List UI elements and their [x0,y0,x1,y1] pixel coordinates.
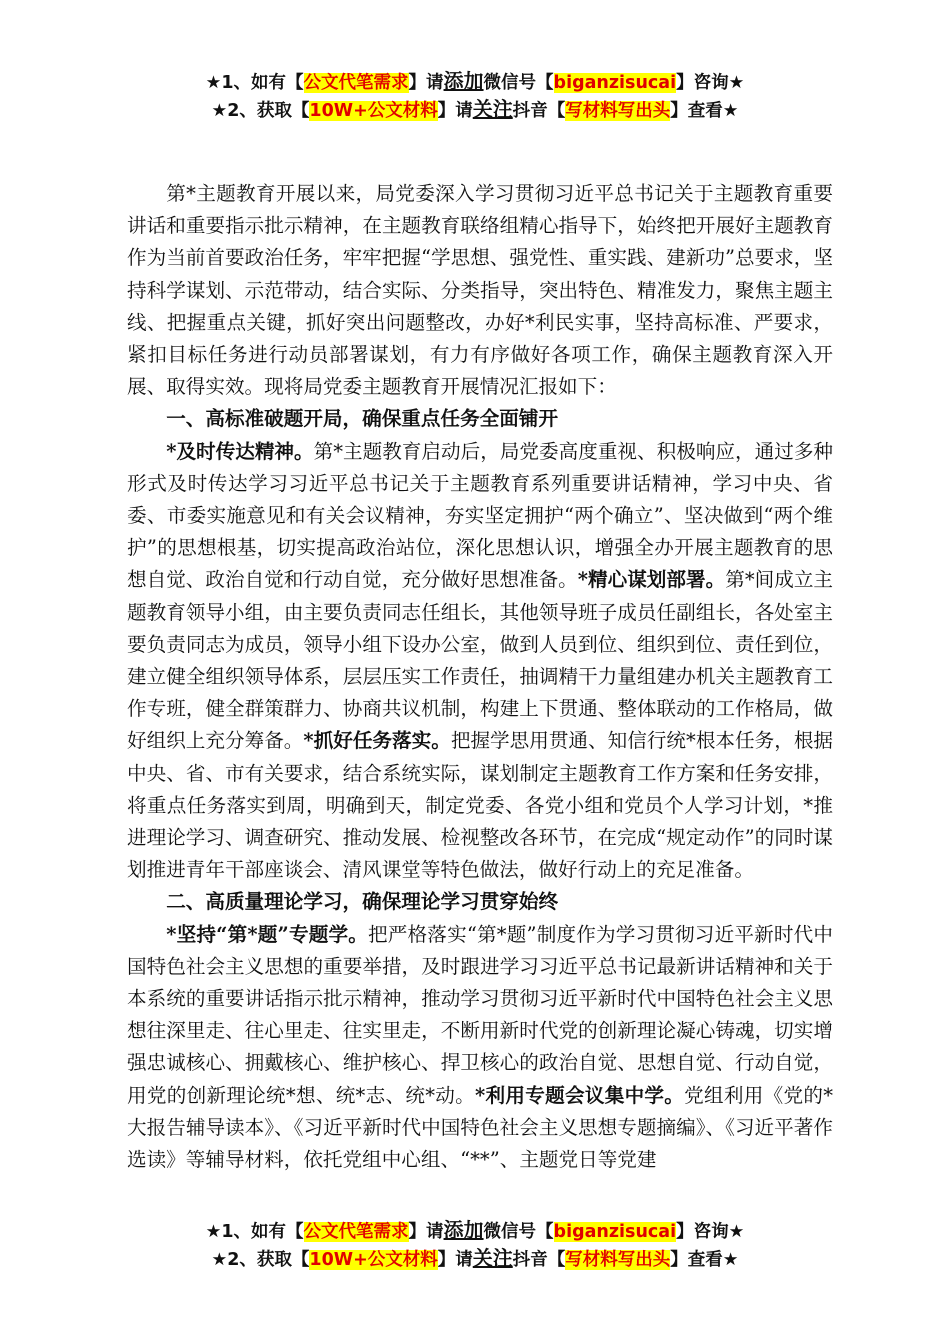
header-banner [0,67,950,123]
banner-highlight: 写材料写出头 [565,1250,671,1270]
banner-highlight: 10W+公文材料 [309,1250,438,1270]
banner-text: ★1、如有【 [205,73,304,93]
subheading: *利用专题会议集中学。 [475,1083,685,1107]
banner-line-1 [0,67,950,95]
subheading: *及时传达精神。 [166,439,314,463]
banner-text: 抖音【 [512,101,566,121]
banner-text: 】咨询★ [676,73,745,93]
banner-underline: 关注 [472,1246,513,1270]
banner-highlight: biganzisucai [553,73,677,93]
subheading: *抓好任务落实。 [303,729,451,753]
paragraph-text: 第*间成立主题教育领导小组，由主要负责同志任组长，其他领导班子成员任副组长，各处室主要负责同志为成员，领导小组下设办公室，做到人员到位、组织到位、责任到位，建立健全组织领导体系，层层压实工作责任，抽调精干力量组建办机关主题教育工作专班，健全群策群力、协商共议机制，构建上下贯通、整体联动的工作格局，做好组织上充分筹备。 [127,568,834,753]
paragraph-text: 把严格落实“第*题”制度作为学习贯彻习近平新时代中国特色社会主义思想的重要举措，及时跟进学习习近平总书记最新讲话精神和关于本系统的重要讲话指示批示精神，推动学习贯彻习近平新时代中国特色社会主义思想往深里走、往心里走、往实里走，不断用新时代党的创新理论凝心铸魂，切实增强忠诚核心、拥戴核心、维护核心、捍卫核心的政治自觉、思想自觉、行动自觉，用党的创新理论统*想、统*志、统*动。 [127,922,833,1107]
banner-highlight: 公文代笔需求 [303,73,409,93]
paragraph-text: 党组利用《党的*大报告辅导读本》、《习近平新时代中国特色社会主义思想专题摘编》、《习近平著作选读》等辅导材料，依托党组中心组、“**”、主题党日等党建 [127,1083,834,1172]
banner-text: 微信号【 [483,73,554,93]
banner-underline: 关注 [472,97,513,121]
banner-text: 抖音【 [512,1250,566,1270]
banner-underline: 添加 [443,1218,484,1242]
section-heading-2: 二、高质量理论学习，确保理论学习贯穿始终 [166,890,559,914]
banner-text: 】请 [437,1250,473,1270]
banner-text: 微信号【 [483,1222,554,1242]
footer-banner [0,1216,950,1272]
section-2-paragraph [127,919,833,1177]
banner-text: ★1、如有【 [205,1222,304,1242]
paragraph-text: 把握学思用贯通、知信行统*根本任务，根据中央、省、市有关要求，结合系统实际，谋划制定主题教育工作方案和任务安排，将重点任务落实到周，明确到天，制定党委、各党小组和党员个人学习计划，*推进理论学习、调查研究、推动发展、检视整改各环节，在完成“规定动作”的同时谋划推进青年干部座谈会、清风课堂等特色做法，做好行动上的充足准备。 [127,729,834,882]
subheading: *坚持“第*题”专题学。 [166,922,369,946]
banner-line-2 [0,95,950,123]
banner-line-1 [0,1216,950,1244]
banner-text: ★2、获取【 [211,1250,310,1270]
banner-text: 】咨询★ [676,1222,745,1242]
banner-highlight: 写材料写出头 [565,101,671,121]
banner-text: 】查看★ [670,1250,739,1270]
document-body [127,178,833,1176]
banner-highlight: biganzisucai [553,1222,677,1242]
banner-text: ★2、获取【 [211,101,310,121]
banner-text: 】请 [408,73,444,93]
subheading: *精心谋划部署。 [577,568,726,592]
banner-text: 】请 [437,101,473,121]
intro-paragraph: 第*主题教育开展以来，局党委深入学习贯彻习近平总书记关于主题教育重要讲话和重要指示批示精神，在主题教育联络组精心指导下，始终把开展好主题教育作为当前首要政治任务，牢牢把握“学思想、强党性、重实践、建新功”总要求，坚持科学谋划、示范带动，结合实际、分类指导，突出特色、精准发力，聚焦主题主线、把握重点关键，抓好突出问题整改，办好*利民实事，坚持高标准、严要求，紧扣目标任务进行动员部署谋划，有力有序做好各项工作，确保主题教育深入开展、取得实效。现将局党委主题教育开展情况汇报如下： [127,182,833,399]
paragraph-text: 第*主题教育启动后，局党委高度重视、积极响应，通过多种形式及时传达学习习近平总书记关于主题教育系列重要讲话精神，学习中央、省委、市委实施意见和有关会议精神，夯实坚定拥护“两个确立”、坚决做到“两个维护”的思想根基，切实提高政治站位，深化思想认识，增强全办开展主题教育的思想自觉、政治自觉和行动自觉，充分做好思想准备。 [127,439,834,592]
banner-text: 】查看★ [670,101,739,121]
banner-highlight: 公文代笔需求 [303,1222,409,1242]
section-heading-1: 一、高标准破题开局，确保重点任务全面铺开 [166,407,559,431]
section-1-paragraph [127,436,833,887]
banner-line-2 [0,1244,950,1272]
banner-highlight: 10W+公文材料 [309,101,438,121]
banner-text: 】请 [408,1222,444,1242]
banner-underline: 添加 [443,69,484,93]
